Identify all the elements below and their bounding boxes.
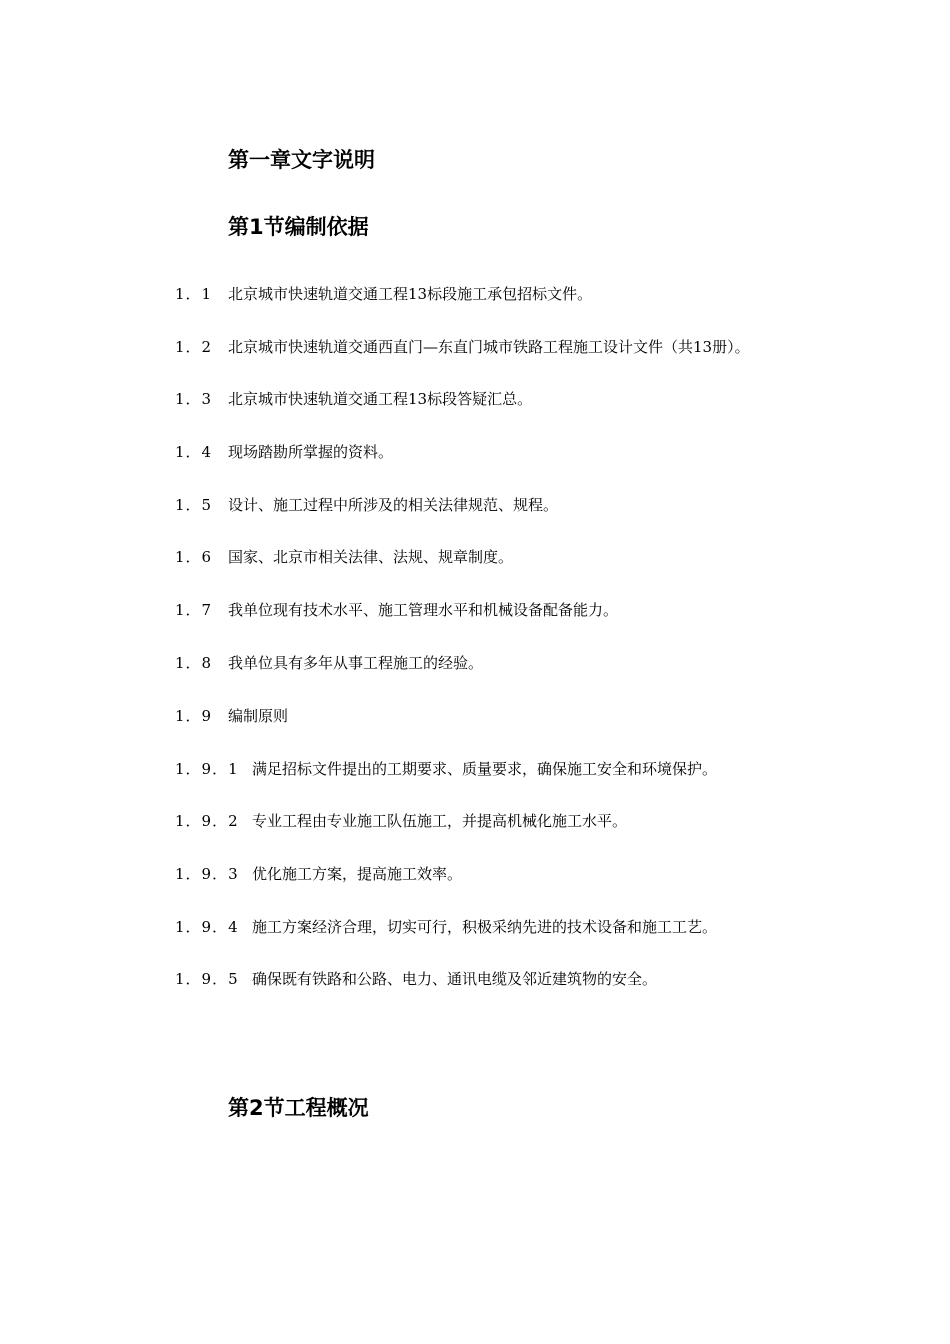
item-text: 国家、北京市相关法律、法规、规章制度。 [228, 548, 514, 566]
item-text: 北京城市快速轨道交通工程13标段答疑汇总。 [228, 390, 533, 408]
item-number: 1．7 [175, 601, 213, 619]
item-text: 满足招标文件提出的工期要求、质量要求，确保施工安全和环境保护。 [252, 760, 718, 778]
item-text: 确保既有铁路和公路、电力、通讯电缆及邻近建筑物的安全。 [252, 970, 658, 988]
item-number: 1．9．4 [175, 918, 239, 936]
item-number: 1．5 [175, 496, 213, 514]
item-text: 北京城市快速轨道交通工程13标段施工承包招标文件。 [228, 285, 593, 303]
item-number: 1．8 [175, 654, 213, 672]
item-number: 1．6 [175, 548, 213, 566]
item-text: 设计、施工过程中所涉及的相关法律规范、规程。 [228, 496, 559, 514]
item-number: 1．9．1 [175, 760, 239, 778]
item-text: 编制原则 [228, 707, 289, 725]
item-number: 1．1 [175, 285, 213, 303]
item-text: 优化施工方案，提高施工效率。 [252, 865, 463, 883]
item-number: 1．9 [175, 707, 213, 725]
item-number: 1．9．3 [175, 865, 239, 883]
item-text: 我单位具有多年从事工程施工的经验。 [228, 654, 484, 672]
item-text: 现场踏勘所掌握的资料。 [228, 443, 394, 461]
item-text: 我单位现有技术水平、施工管理水平和机械设备配备能力。 [228, 601, 619, 619]
section-title-1: 第1节编制依据 [228, 215, 369, 239]
section-title-2: 第2节工程概况 [228, 1096, 369, 1120]
item-text: 施工方案经济合理，切实可行，积极采纳先进的技术设备和施工工艺。 [252, 918, 718, 936]
item-text: 北京城市快速轨道交通西直门—东直门城市铁路工程施工设计文件（共13册）。 [228, 338, 750, 356]
item-number: 1．2 [175, 338, 213, 356]
item-number: 1．9．5 [175, 970, 239, 988]
item-number: 1．9．2 [175, 812, 239, 830]
item-number: 1．3 [175, 390, 213, 408]
chapter-title: 第一章文字说明 [228, 148, 375, 172]
item-number: 1．4 [175, 443, 213, 461]
item-text: 专业工程由专业施工队伍施工，并提高机械化施工水平。 [252, 812, 628, 830]
